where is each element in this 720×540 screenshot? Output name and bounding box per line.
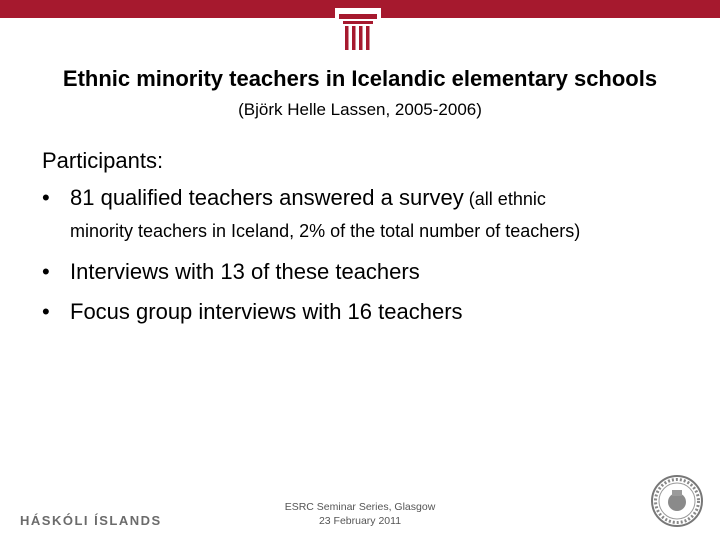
slide-content [42,146,682,326]
page-subtitle: (Björk Helle Lassen, 2005-2006) [238,100,482,119]
list-item [42,298,682,326]
bullet-main-text: 81 qualified teachers answered a survey [70,185,464,210]
list-item [42,184,682,244]
university-logo-text: HÁSKÓLI ÍSLANDS [20,513,162,528]
bullet-icon: • [42,299,50,324]
bullet-main-text: Focus group interviews with 16 teachers [70,299,463,324]
university-seal-icon [650,474,704,528]
footer-caption [260,500,460,528]
list-item [42,258,682,286]
footer-caption-line2: 23 February 2011 [318,515,402,527]
university-building-icon [335,8,381,54]
bullet-main-text: Interviews with 13 of these teachers [70,259,420,284]
participants-heading: Participants: [42,148,164,173]
bullet-continuation-text: minority teachers in Iceland, 2% of the total number of teachers) [70,221,581,241]
bullet-note-text: (all ethnic [463,189,546,209]
page-title: Ethnic minority teachers in Icelandic elementary schools [62,66,658,91]
bullet-icon: • [42,185,50,210]
footer-caption-line1: ESRC Seminar Series, Glasgow [284,501,436,513]
bullet-icon: • [42,259,50,284]
participants-list [42,184,682,326]
